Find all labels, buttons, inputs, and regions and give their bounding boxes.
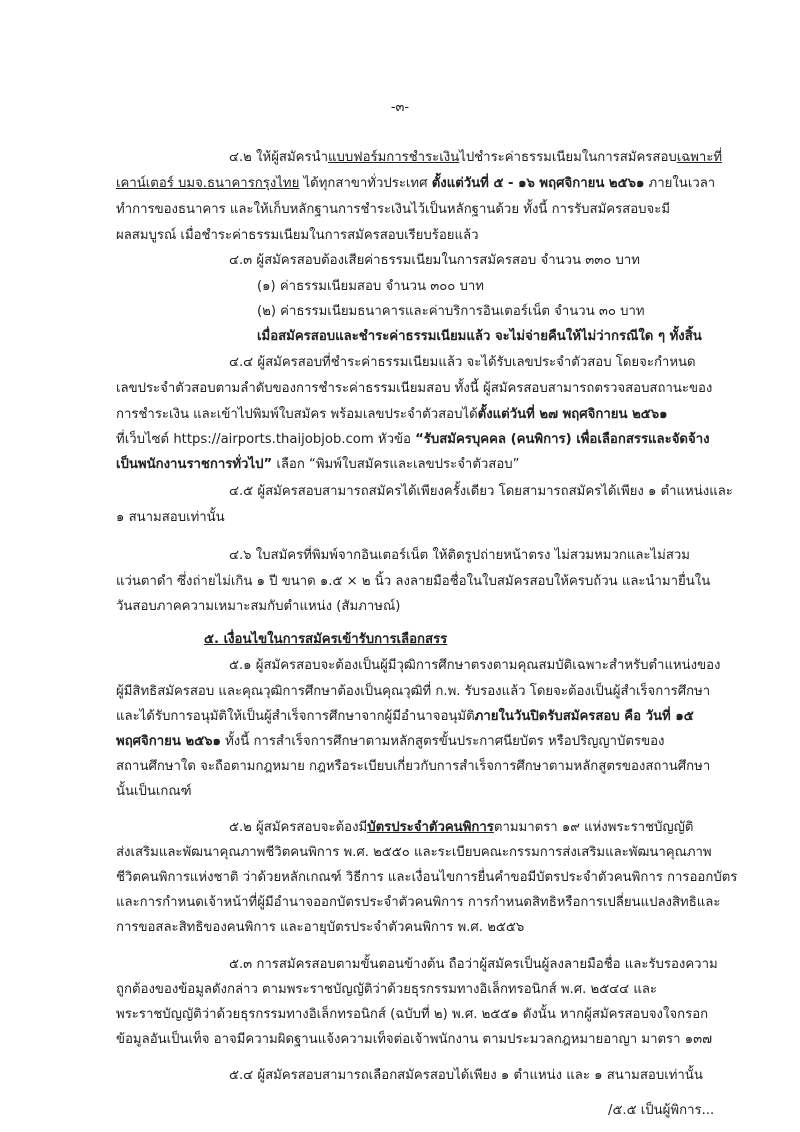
- s4-6-line2: แว่นตาดำ ซึ่งถ่ายไม่เกิน ๑ ปี ขนาด ๑.๕ × ๒ นิ้ว ลงลายมือชื่อในใบสมัครสอบให้ครบถ้วน และนำมายื่นใน: [116, 574, 711, 589]
- s4-4-line1: ๔.๔ ผู้สมัครสอบที่ชำระค่าธรรมเนียมแล้ว จะได้รับเลขประจำตัวสอบ โดยจะกำหนด: [229, 355, 696, 370]
- s5-3-line4: ข้อมูลอันเป็นเท็จ อาจมีความผิดฐานแจ้งความเท็จต่อเจ้าพนักงาน ตามประมวลกฎหมายอาญา มาตรา ๑๓๗: [116, 1032, 713, 1047]
- s4-2-line4: ผลสมบูรณ์ เมื่อชำระค่าธรรมเนียมในการสมัครสอบเรียบร้อยแล้ว: [116, 228, 479, 243]
- s5-2-line5: การขอสละสิทธิของคนพิการ และอายุบัตรประจำตัวคนพิการ พ.ศ. ๒๕๕๖: [116, 920, 525, 935]
- s4-3-item2: (๒) ค่าธรรมเนียมธนาคารและค่าบริการอินเตอร์เน็ต จำนวน ๓๐ บาท: [257, 304, 645, 319]
- s4-5-line1: ๔.๕ ผู้สมัครสอบสามารถสมัครได้เพียงครั้งเดียว โดยสามารถสมัครได้เพียง ๑ ตำแหน่งและ: [229, 484, 733, 499]
- s4-6-line3: วันสอบภาคความเหมาะสมกับตำแหน่ง (สัมภาษณ์): [116, 599, 401, 614]
- s4-5-line2: ๑ สนามสอบเท่านั้น: [116, 510, 225, 525]
- s4-4-line4: ที่เว็บไซต์ https://airports.thaijobjob.com หัวข้อ “รับสมัครบุคคล (คนพิการ) เพื่อเลือกสรรและจัดจ้าง: [116, 432, 710, 447]
- s4-2-line2: เคาน์เตอร์ บมจ.ธนาคารกรุงไทย ได้ทุกสาขาทั่วประเทศ ตั้งแต่วันที่ ๕ - ๑๖ พฤศจิกายน ๒๕๖๑ ภายในเวลา: [116, 176, 716, 191]
- s5-1-line1: ๕.๑ ผู้สมัครสอบจะต้องเป็นผู้มีวุฒิการศึกษาตรงตามคุณสมบัติเฉพาะสำหรับตำแหน่งของ: [229, 658, 721, 673]
- s5-3-line2: ถูกต้องของข้อมูลดังกล่าว ตามพระราชบัญญัติว่าด้วยธุรกรรมทางอิเล็กทรอนิกส์ พ.ศ. ๒๕๔๔ และ: [116, 982, 657, 997]
- s5-3-line1: ๕.๓ การสมัครสอบตามขั้นตอนข้างต้น ถือว่าผู้สมัครเป็นผู้ลงลายมือชื่อ และรับรองความ: [229, 957, 718, 972]
- s5-1-line4: พฤศจิกายน ๒๕๖๑ ทั้งนี้ การสำเร็จการศึกษาตามหลักสูตรขั้นประกาศนียบัตร หรือปริญญาบัตรของ: [116, 734, 665, 749]
- page-number: -๓-: [390, 100, 410, 115]
- website-url: ที่เว็บไซต์ https://airports.thaijobjob.com หัวข้อ: [116, 432, 416, 447]
- s5-1-line2: ผู้มีสิทธิสมัครสอบ และคุณวุฒิการศึกษาต้องเป็นคุณวุฒิที่ ก.พ. รับรองแล้ว โดยจะต้องเป็นผู้สำเร็จการศึกษา: [116, 684, 711, 699]
- s4-4-line5: เป็นพนักงานราชการทั่วไป” เลือก “พิมพ์ใบสมัครและเลขประจำตัวสอบ”: [116, 457, 520, 472]
- s4-2-line3: ทำการของธนาคาร และให้เก็บหลักฐานการชำระเงินไว้เป็นหลักฐานด้วย ทั้งนี้ การรับสมัครสอบจะมี: [116, 202, 671, 217]
- s4-3-item1: (๑) ค่าธรรมเนียมสอบ จำนวน ๓๐๐ บาท: [257, 279, 484, 294]
- s4-6-line1: ๔.๖ ใบสมัครที่พิมพ์จากอินเตอร์เน็ต ให้ติดรูปถ่ายหน้าตรง ไม่สวมหมวกและไม่สวม: [229, 548, 690, 563]
- s4-3-line1: ๔.๓ ผู้สมัครสอบต้องเสียค่าธรรมเนียมในการสมัครสอบ จำนวน ๓๓๐ บาท: [229, 253, 640, 268]
- s5-2-line3: ชีวิตคนพิการแห่งชาติ ว่าด้วยหลักเกณฑ์ วิธีการ และเงื่อนไขการยื่นคำขอมีบัตรประจำตัวคนพิการ การออกบัตร: [116, 870, 738, 885]
- s5-4-line1: ๕.๔ ผู้สมัครสอบสามารถเลือกสมัครสอบได้เพียง ๑ ตำแหน่ง และ ๑ สนามสอบเท่านั้น: [229, 1068, 703, 1083]
- continuation-marker: /๕.๕ เป็นผู้พิการ...: [608, 1103, 715, 1118]
- s4-2-line1: ๔.๒ ให้ผู้สมัครนำแบบฟอร์มการชำระเงินไปชำระค่าธรรมเนียมในการสมัครสอบเฉพาะที่: [229, 150, 723, 165]
- s5-2-line4: และการกำหนดเจ้าหน้าที่ผู้มีอำนาจออกบัตรประจำตัวคนพิการ การกำหนดสิทธิหรือการเปลี่ยนแปลงสิทธิและ: [116, 895, 721, 910]
- s5-1-line6: นั้นเป็นเกณฑ์: [116, 784, 192, 799]
- s5-1-line3: และได้รับการอนุมัติให้เป็นผู้สำเร็จการศึกษาจากผู้มีอำนาจอนุมัติภายในวันปิดรับสมัครสอบ คือ วันที่ ๑๕: [116, 709, 694, 724]
- s5-3-line3: พระราชบัญญัติว่าด้วยธุรกรรมทางอิเล็กทรอนิกส์ (ฉบับที่ ๒) พ.ศ. ๒๕๕๑ ดังนั้น หากผู้สมัครสอบจงใจกรอก: [116, 1007, 709, 1022]
- s5-2-line1: ๕.๒ ผู้สมัครสอบจะต้องมีบัตรประจำตัวคนพิการตามมาตรา ๑๙ แห่งพระราชบัญญัติ: [229, 820, 694, 835]
- s5-1-line5: สถานศึกษาใด จะถือตามกฎหมาย กฎหรือระเบียบเกี่ยวกับการสำเร็จการศึกษาตามหลักสูตรของสถานศึกษา: [116, 759, 711, 774]
- s5-2-line2: ส่งเสริมและพัฒนาคุณภาพชีวิตคนพิการ พ.ศ. ๒๕๕๐ และระเบียบคณะกรรมการส่งเสริมและพัฒนาคุณภาพ: [116, 845, 712, 860]
- s4-4-line2: เลขประจำตัวสอบตามลำดับของการชำระค่าธรรมเนียมสอบ ทั้งนี้ ผู้สมัครสอบสามารถตรวจสอบสถานะของ: [116, 381, 713, 396]
- s4-4-line3: การชำระเงิน และเข้าไปพิมพ์ใบสมัคร พร้อมเลขประจำตัวสอบได้ตั้งแต่วันที่ ๒๗ พฤศจิกายน ๒๕๖๑: [116, 407, 668, 422]
- s4-3-refund-note: เมื่อสมัครสอบและชำระค่าธรรมเนียมแล้ว จะไม่จ่ายคืนให้ไม่ว่ากรณีใด ๆ ทั้งสิ้น: [257, 329, 702, 344]
- section-5-heading: ๕. เงื่อนไขในการสมัครเข้ารับการเลือกสรร: [204, 632, 448, 647]
